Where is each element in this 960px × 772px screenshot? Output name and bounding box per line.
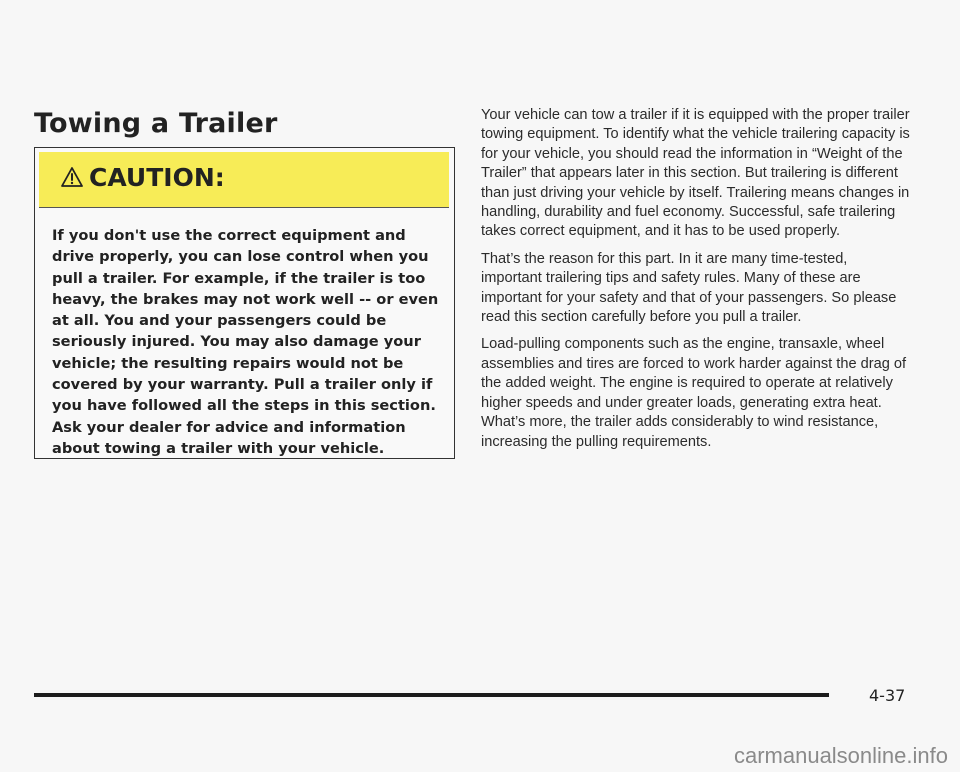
body-paragraph: That’s the reason for this part. In it are many time-tested, important trailering tips and safety rules. Many of these are important for your safety and that of your passengers. So please read this section carefully before you pull a trailer. [481, 250, 897, 326]
page-title: Towing a Trailer [34, 108, 278, 139]
warning-triangle-icon [61, 166, 83, 188]
body-paragraph: Your vehicle can tow a trailer if it is equipped with the proper trailer towing equipment. To identify what the vehicle trailering capacity is for your vehicle, you should read the information in “Weight of the Trailer” that appears later in this section. But trailering is different than just driving your vehicle by itself. Trailering means changes in handling, durability and fuel economy. Successful, safe trailering takes correct equipment, and it has to be used properly. [481, 107, 910, 240]
footer-rule [34, 693, 829, 697]
watermark: carmanualsonline.info [733, 743, 948, 768]
page-number: 4-37 [869, 686, 906, 705]
caution-header [39, 152, 449, 208]
caution-text: If you don't use the correct equipment and drive properly, you can lose control when you pull a trailer. For example, if the trailer is too heavy, the brakes may not work well -- or even at all. You and your passengers could be seriously injured. You may also damage your vehicle; the resulting repairs would not be covered by your warranty. Pull a trailer only if you have followed all the steps in this section. Ask your dealer for advice and information about towing a trailer with your vehicle. [52, 227, 439, 457]
body-column [481, 106, 911, 460]
caution-label: CAUTION: [89, 163, 225, 192]
body-paragraph: Load-pulling components such as the engine, transaxle, wheel assemblies and tires are forced to work harder against the drag of the added weight. The engine is required to operate at relatively higher speeds and under greater loads, generating extra heat. What’s more, the trailer adds considerably to wind resistance, increasing the pulling requirements. [481, 336, 907, 450]
caution-box [34, 147, 455, 459]
